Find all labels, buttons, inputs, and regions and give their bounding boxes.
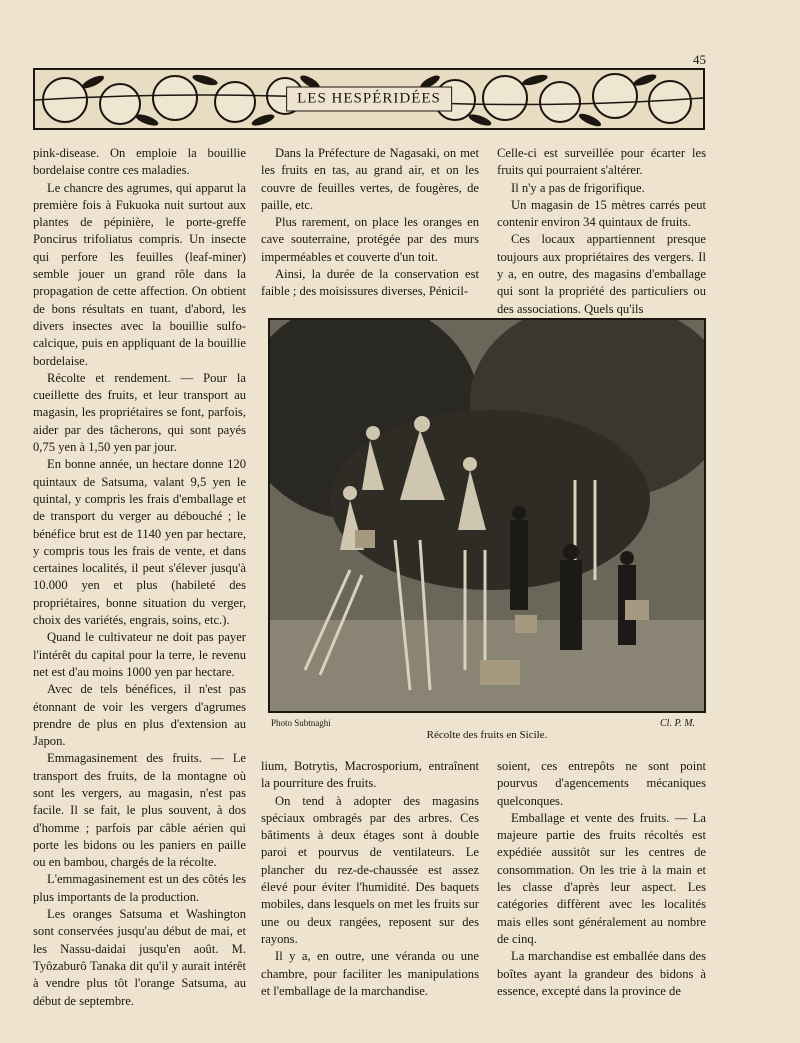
photo-caption: Récolte des fruits en Sicile.	[426, 729, 548, 741]
page-number: 45	[693, 52, 706, 67]
fruit-harvest-image	[270, 320, 704, 711]
paragraph: lium, Botrytis, Macrosporium, entraînent la pourriture des fruits.	[261, 759, 479, 791]
column-3-bottom	[497, 758, 706, 1000]
paragraph: Un magasin de 15 mètres carrés peut contenir environ 34 quintaux de fruits.	[497, 197, 706, 230]
paragraph: Ces locaux appartiennent presque toujours aux propriétaires des vergers. Il y a, en outre, des magasins d'emballage qui sont la propriété des particuliers ou des associations. Quels qu'ils	[497, 232, 706, 316]
paragraph: soient, ces entrepôts ne sont point pourvus d'agencements mécaniques quelconques.	[497, 759, 706, 808]
paragraph: Emballage et vente des fruits. — La majeure partie des fruits récoltés est expédiée aussitôt sur les centres de consommation. On les trie à la main et les classe d'après leur aspect. Les catégories diffèrent avec les localités mais elles sont généralement au nombre de cinq.	[497, 810, 706, 946]
harvest-photo	[268, 318, 706, 713]
paragraph: Ainsi, la durée de la conservation est faible ; des moisissures diverses, Pénicil-	[261, 267, 479, 299]
paragraph: On tend à adopter des magasins spéciaux ombragés par des arbres. Ces bâtiments à deux étages sont à double paroi et pourvus de ventilateurs. Le plancher du rez-de-chaussée est assez élevé pour éviter l'humidité. Des baquets mobiles, dans lesquels on met les fruits sur une ou deux rangées, reposent sur des rayons.	[261, 793, 479, 946]
photo-credit: Photo Subtnaghi	[271, 718, 331, 728]
column-2-bottom	[261, 758, 479, 1000]
paragraph: Le chancre des agrumes, qui apparut la première fois à Fukuoka nuit surtout aux plantes de pépinière, le porte-greffe Poncirus trifoliatus compris. Un insecte qui perfore les feuilles (leaf-miner) semble jouer un grand rôle dans la propagation de cette affection. On obtient de bons résultats en tuant, d'abord, les divers insectes avec la bouillie sulfo-calcique, puis en appliquant de la bouillie bordelaise.	[33, 180, 246, 368]
column-3-top	[497, 145, 706, 318]
paragraph: Dans la Préfecture de Nagasaki, on met les fruits en tas, au grand air, et on les couvre de feuilles vertes, de fougères, de paille, etc.	[261, 146, 479, 212]
paragraph: Les oranges Satsuma et Washington sont conservées jusqu'au début de mai, et les Nassu-daidai jusqu'en août. M. Tyôzaburô Tanaka dit qu'il y aurait intérêt à vendre plus tôt l'orange Satsuma, au début de septembre.	[33, 907, 246, 1008]
paragraph: pink-disease. On emploie la bouillie bordelaise contre ces maladies.	[33, 146, 246, 178]
paragraph: Quand le cultivateur ne doit pas payer l'intérêt du capital pour la terre, le revenu net est d'au moins 1000 yen par hectare.	[33, 630, 246, 679]
paragraph: Celle-ci est surveillée pour écarter les fruits qui pourraient s'altérer.	[497, 146, 706, 178]
column-2-top	[261, 145, 479, 301]
header-banner	[33, 68, 705, 130]
paragraph: Il n'y a pas de frigorifique.	[511, 180, 645, 195]
paragraph: Emmagasinement des fruits. — Le transport des fruits, de la montagne où sont les vergers, au magasin, n'est pas facile. Il se fait, le plus souvent, à dos d'homme ; parfois par câble aérien qui porte les bidons ou les paniers en paille ou en bambou, chargés de la récolte.	[33, 751, 246, 870]
paragraph: Récolte et rendement. — Pour la cueillette des fruits, et leur transport au magasin, les propriétaires se font, parfois, aider par des tâcherons, qui sont payés 0,75 yen à 1,50 yen par jour.	[33, 370, 246, 455]
paragraph: Plus rarement, on place les oranges en cave souterraine, protégée par des murs imperméables et couverte d'un toit.	[261, 215, 479, 264]
paragraph: Avec de tels bénéfices, il n'est pas étonnant de voir les vergers d'agrumes prendre de plus en plus d'extension au Japon.	[33, 682, 246, 749]
paragraph: L'emmagasinement est un des côtés les plus importants de la production.	[33, 872, 246, 904]
paragraph: La marchandise est emballée dans des boîtes ayant la grandeur des bidons à essence, excepté dans la province de	[497, 949, 706, 998]
paragraph: Il y a, en outre, une véranda ou une chambre, pour faciliter les manipulations et l'emballage de la marchandise.	[261, 949, 479, 998]
paragraph: En bonne année, un hectare donne 120 quintaux de Satsuma, valant 9,5 yen le quintal, y compris les frais d'emballage et de transport du verger au débouché ; le bénéfice brut est de 1140 yen par hectare, y compris tous les frais de vente, et dans certaines localités, il peut s'élever jusqu'à 10.000 yen et plus (habileté des propriétaires, bonne situation du verger, choix des variétés, engrais, soins, etc.).	[33, 457, 246, 628]
photo-reference: Cl. P. M.	[660, 718, 696, 729]
section-title: LES HESPÉRIDÉES	[286, 87, 452, 112]
column-1	[33, 145, 246, 1010]
